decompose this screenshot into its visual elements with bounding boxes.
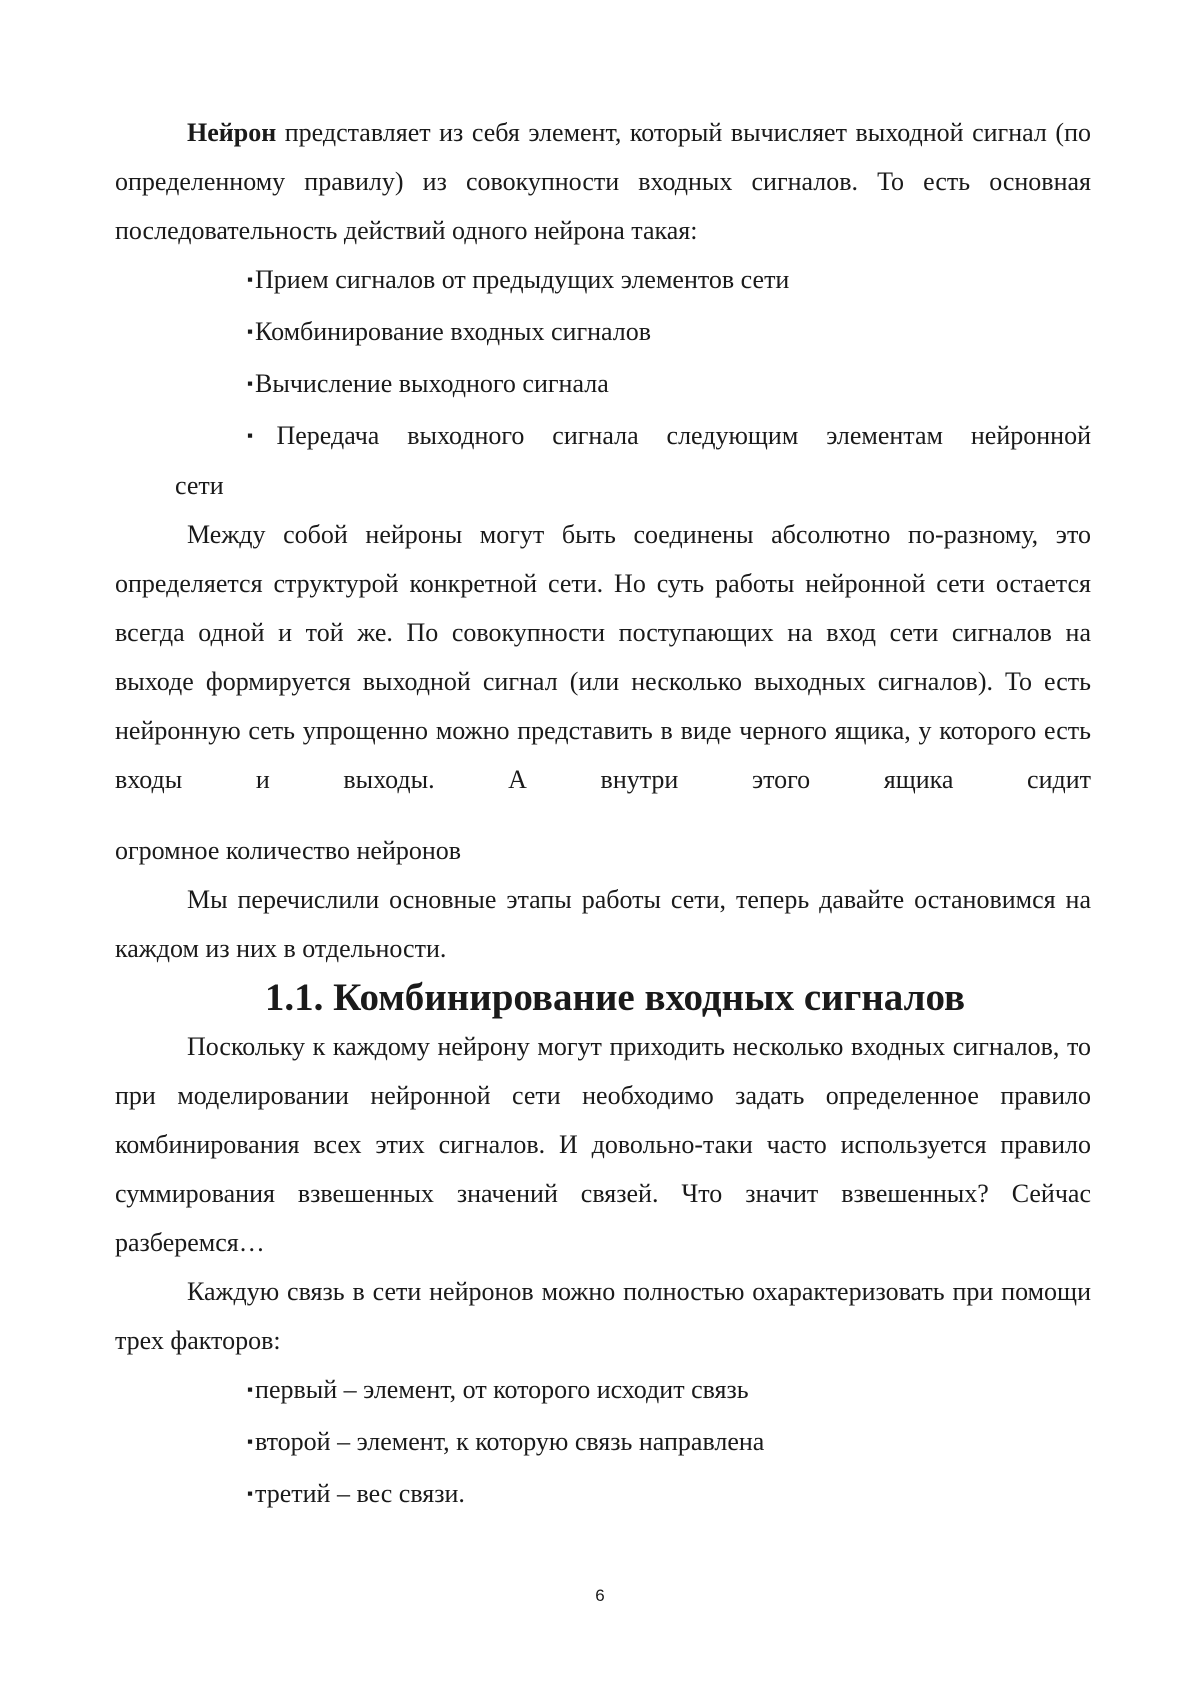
bullet-marker: ▪ — [247, 1432, 254, 1451]
bullet-marker: ▪ — [247, 270, 254, 289]
list-item-text: Передача выходного сигнала следующим элементам нейронной — [276, 421, 1092, 450]
list-item-text: третий – вес связи. — [255, 1479, 465, 1508]
list-item — [115, 411, 1091, 463]
page-content — [115, 108, 1091, 1521]
combine-paragraph: Поскольку к каждому нейрону могут приходить несколько входных сигналов, то при моделировании нейронной сети необходимо задать определенное правило комбинирования всех этих сигналов. И довольно-таки часто используется правило суммирования взвешенных значений связей. Что значит взвешенных? Сейчас разберемся… — [115, 1032, 1091, 1257]
list-item — [115, 307, 1091, 359]
neuron-steps-list — [115, 255, 1091, 510]
bullet-marker: ▪ — [247, 1380, 254, 1399]
connections-paragraph-tail: огромное количество нейронов — [115, 836, 462, 865]
factors-paragraph: Каждую связь в сети нейронов можно полностью охарактеризовать при помощи трех факторов: — [115, 1277, 1091, 1355]
list-item-text: первый – элемент, от которого исходит связь — [255, 1375, 749, 1404]
factors-list — [115, 1365, 1091, 1521]
intro-paragraph — [115, 108, 1091, 255]
stages-paragraph: Мы перечислили основные этапы работы сети, теперь давайте остановимся на каждом из них в отдельности. — [115, 885, 1091, 963]
list-item — [115, 1417, 1091, 1469]
list-item-text: Комбинирование входных сигналов — [255, 317, 652, 346]
connections-paragraph: Между собой нейроны могут быть соединены абсолютно по-разному, это определяется структурой конкретной сети. Но суть работы нейронной сети остается всегда одной и той же. По совокупности поступающих на вход сети сигналов на выходе формируется выходной сигнал (или несколько выходных сигналов). То есть нейронную сеть упрощенно можно представить в виде черного ящика, у которого есть входы и выходы. А внутри этого ящика сидит — [115, 520, 1091, 794]
list-item — [115, 255, 1091, 307]
bullet-marker: ▪ — [247, 322, 254, 341]
bullet-marker: ▪ — [247, 374, 254, 393]
intro-text: представляет из себя элемент, который вычисляет выходной сигнал (по определенному правилу) из совокупности входных сигналов. То есть основная последовательность действий одного нейрона такая: — [115, 118, 1091, 245]
intro-term: Нейрон — [187, 118, 277, 147]
list-item-text: Прием сигналов от предыдущих элементов сети — [255, 265, 790, 294]
spacer — [115, 804, 1091, 826]
bullet-marker: ▪ — [247, 426, 275, 445]
list-item — [115, 359, 1091, 411]
list-item — [115, 1365, 1091, 1417]
list-item-text: второй – элемент, к которую связь направлена — [255, 1427, 765, 1456]
bullet-marker: ▪ — [247, 1484, 254, 1503]
section-heading: 1.1. Комбинирование входных сигналов — [264, 976, 966, 1019]
list-item — [115, 1469, 1091, 1521]
page-number: 6 — [595, 1586, 605, 1605]
list-item-text: Вычисление выходного сигнала — [255, 369, 609, 398]
list-item-continuation: сети — [175, 471, 224, 500]
